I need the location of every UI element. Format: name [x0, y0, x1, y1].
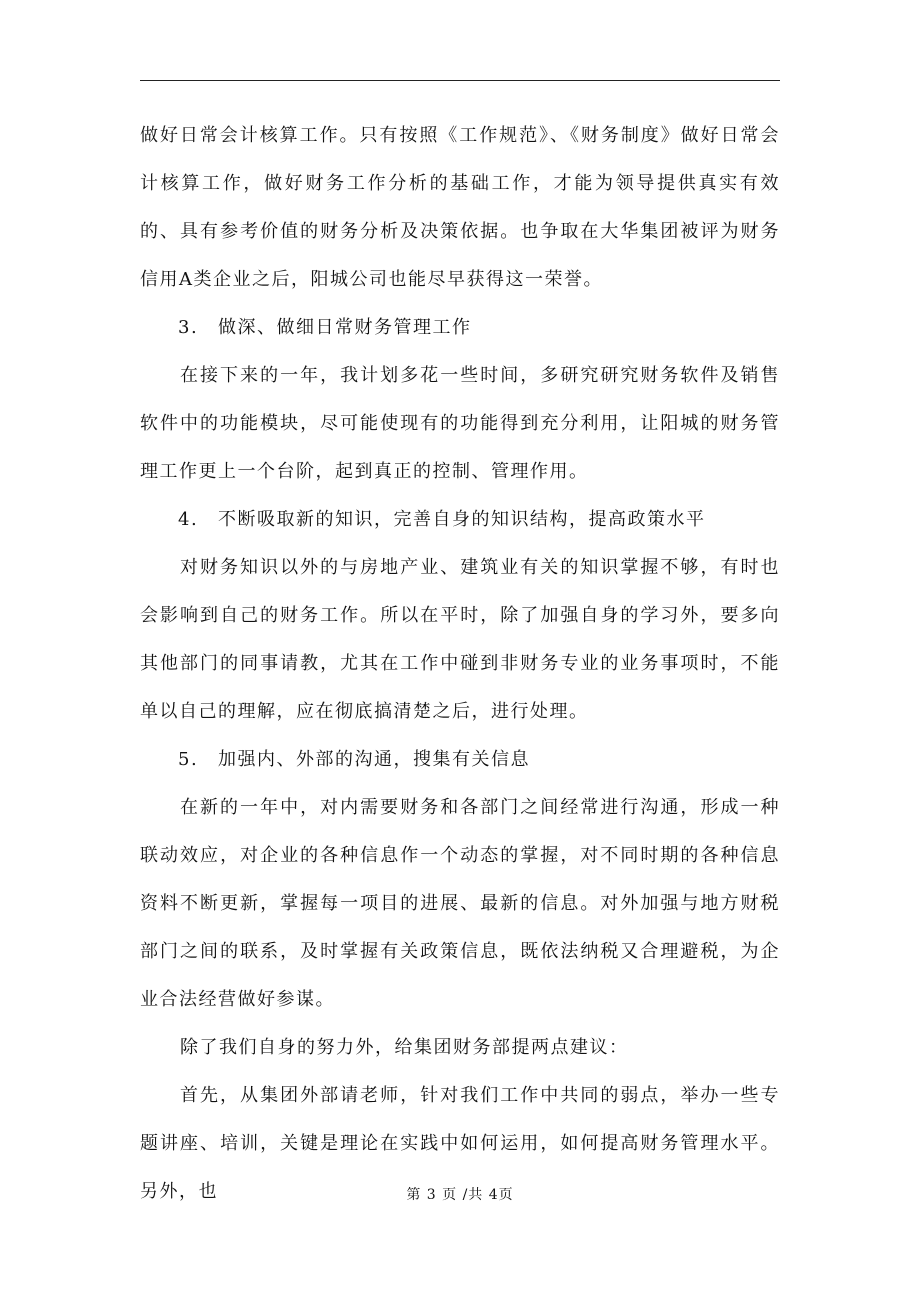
paragraph-1: 做好日常会计核算工作。只有按照《工作规范》、《财务制度》做好日常会计核算工作，做好财务工作分析的基础工作，才能为领导提供真实有效的、具有参考价值的财务分析及决策依据。也争取在大华集团被评为财务信用A类企业之后，阳城公司也能尽早获得这一荣誉。	[140, 125, 780, 290]
paragraph-5: 除了我们自身的努力外，给集团财务部提两点建议：	[180, 1037, 629, 1058]
page-footer: 第 3 页 /共 4页	[406, 1187, 514, 1203]
paragraph-2: 在接下来的一年，我计划多花一些时间，多研究研究财务软件及销售软件中的功能模块，尽可能使现有的功能得到充分利用，让阳城的财务管理工作更上一个台阶，起到真正的控制、管理作用。	[140, 365, 780, 482]
section-heading-3	[140, 304, 780, 352]
section-heading-4	[140, 496, 780, 544]
section-number: 5.	[178, 749, 199, 770]
paragraph-3: 对财务知识以外的与房地产业、建筑业有关的知识掌握不够，有时也会影响到自己的财务工作。所以在平时，除了加强自身的学习外，要多向其他部门的同事请教，尤其在工作中碰到非财务专业的业务事项时，不能单以自己的理解，应在彻底搞清楚之后，进行处理。	[140, 557, 780, 722]
document-body	[140, 112, 780, 1216]
section-number: 4.	[178, 509, 199, 530]
header-rule	[140, 80, 780, 81]
paragraph-6: 首先，从集团外部请老师，针对我们工作中共同的弱点，举办一些专题讲座、培训，关键是理论在实践中如何运用，如何提高财务管理水平。另外，也	[140, 1085, 780, 1202]
section-title: 不断吸取新的知识，完善自身的知识结构，提高政策水平	[218, 509, 706, 530]
section-title: 做深、做细日常财务管理工作	[218, 317, 472, 338]
section-heading-5	[140, 736, 780, 784]
section-title: 加强内、外部的沟通，搜集有关信息	[218, 749, 530, 770]
paragraph-4: 在新的一年中，对内需要财务和各部门之间经常进行沟通，形成一种联动效应，对企业的各种信息作一个动态的掌握，对不同时期的各种信息资料不断更新，掌握每一项目的进展、最新的信息。对外加强与地方财税部门之间的联系，及时掌握有关政策信息，既依法纳税又合理避税，为企业合法经营做好参谋。	[140, 797, 780, 1010]
section-number: 3.	[178, 317, 199, 338]
